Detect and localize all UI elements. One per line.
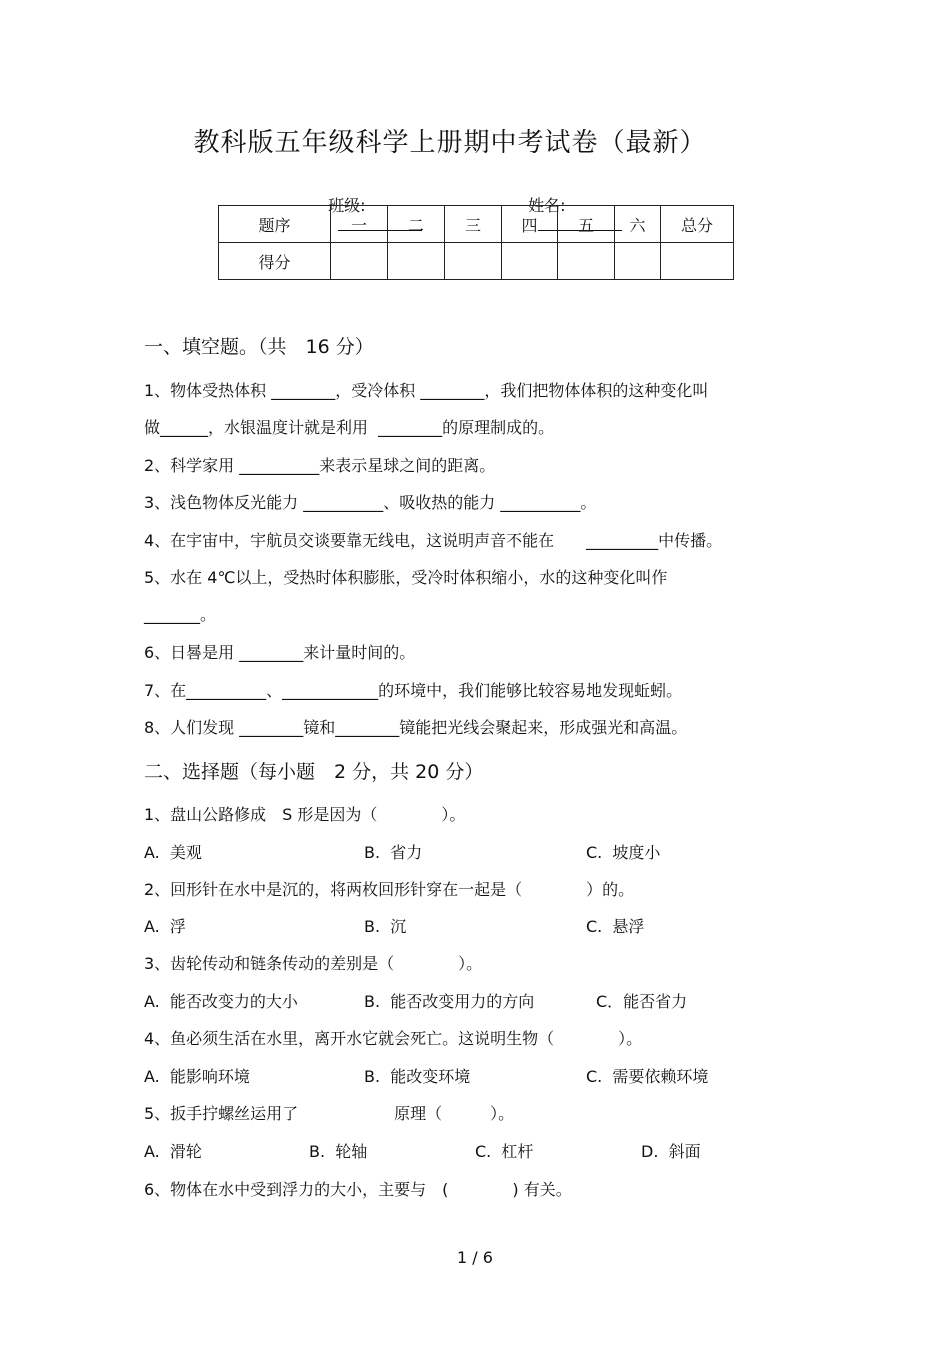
fill-question-line: 1、物体受热体积 ________，受冷体积 ________，我们把物体体积的这种变化叫 xyxy=(144,381,709,400)
choice-option: C. 悬浮 xyxy=(586,917,645,936)
score-header-cell: 题序 xyxy=(219,206,331,243)
choice-option: C. 杠杆 xyxy=(475,1142,534,1161)
score-header-cell: 总分 xyxy=(661,206,734,243)
choice-option: B. 轮轴 xyxy=(309,1142,368,1161)
section1-heading: 一、填空题。（共 16 分） xyxy=(144,336,374,358)
score-table xyxy=(218,205,734,280)
fill-question-line: _______。 xyxy=(144,605,217,624)
score-cell xyxy=(502,243,558,280)
choice-question-stem: 3、齿轮传动和链条传动的差别是（ ）。 xyxy=(144,954,483,973)
score-row xyxy=(219,243,734,280)
choice-option: B. 省力 xyxy=(364,843,423,862)
choice-option: A. 浮 xyxy=(144,917,186,936)
choice-question-stem: 2、回形针在水中是沉的，将两枚回形针穿在一起是（ ）的。 xyxy=(144,880,635,899)
score-header-cell: 六 xyxy=(615,206,661,243)
fill-question-line: 7、在__________、____________的环境中，我们能够比较容易地发现蚯蚓。 xyxy=(144,681,683,700)
fill-question-line: 6、日晷是用 ________来计量时间的。 xyxy=(144,643,416,662)
choice-question-stem: 5、扳手拧螺丝运用了 原理（ ）。 xyxy=(144,1104,515,1123)
choice-option: C. 坡度小 xyxy=(586,843,661,862)
score-cell xyxy=(331,243,388,280)
score-header-cell: 一 xyxy=(331,206,388,243)
score-header-cell: 三 xyxy=(445,206,502,243)
page-title: 教科版五年级科学上册期中考试卷（最新） xyxy=(193,128,707,158)
score-row-label: 得分 xyxy=(219,243,331,280)
score-cell xyxy=(388,243,445,280)
fill-question-line: 4、在宇宙中，宇航员交谈要靠无线电，这说明声音不能在 _________中传播。 xyxy=(144,531,723,550)
choice-option: A. 美观 xyxy=(144,843,202,862)
page-number: 1 / 6 xyxy=(457,1248,493,1267)
fill-question-line: 8、人们发现 ________镜和________镜能把光线会聚起来，形成强光和高温。 xyxy=(144,718,688,737)
fill-question-line: 做______，水银温度计就是利用 ________的原理制成的。 xyxy=(144,418,555,437)
fill-question-line: 5、水在 4℃以上，受热时体积膨胀，受冷时体积缩小，水的这种变化叫作 xyxy=(144,568,668,587)
choice-option: B. 能改变环境 xyxy=(364,1067,471,1086)
fill-question-line: 2、科学家用 __________来表示星球之间的距离。 xyxy=(144,456,496,475)
choice-option: B. 能否改变用力的方向 xyxy=(364,992,535,1011)
score-header-cell: 四 xyxy=(502,206,558,243)
choice-question-stem: 6、物体在水中受到浮力的大小，主要与 ( ) 有关。 xyxy=(144,1180,572,1199)
choice-option: D. 斜面 xyxy=(641,1142,701,1161)
choice-option: C. 需要依赖环境 xyxy=(586,1067,709,1086)
score-header-cell: 二 xyxy=(388,206,445,243)
choice-option: C．能否省力 xyxy=(596,992,688,1011)
score-header-row xyxy=(219,206,734,243)
score-cell xyxy=(445,243,502,280)
choice-option: A. 能影响环境 xyxy=(144,1067,250,1086)
section2-heading: 二、选择题（每小题 2 分，共 20 分） xyxy=(144,761,484,783)
score-cell xyxy=(615,243,661,280)
score-header-cell: 五 xyxy=(558,206,615,243)
choice-option: A. 滑轮 xyxy=(144,1142,202,1161)
class-label: 班级: xyxy=(328,196,366,215)
score-cell xyxy=(558,243,615,280)
fill-question-line: 3、浅色物体反光能力 __________、吸收热的能力 __________。 xyxy=(144,493,597,512)
choice-option: A. 能否改变力的大小 xyxy=(144,992,298,1011)
choice-option: B. 沉 xyxy=(364,917,407,936)
choice-question-stem: 4、鱼必须生活在水里，离开水它就会死亡。这说明生物（ ）。 xyxy=(144,1029,643,1048)
choice-question-stem: 1、盘山公路修成 S 形是因为（ ）。 xyxy=(144,805,466,824)
name-label: 姓名: xyxy=(528,196,566,215)
score-cell xyxy=(661,243,734,280)
